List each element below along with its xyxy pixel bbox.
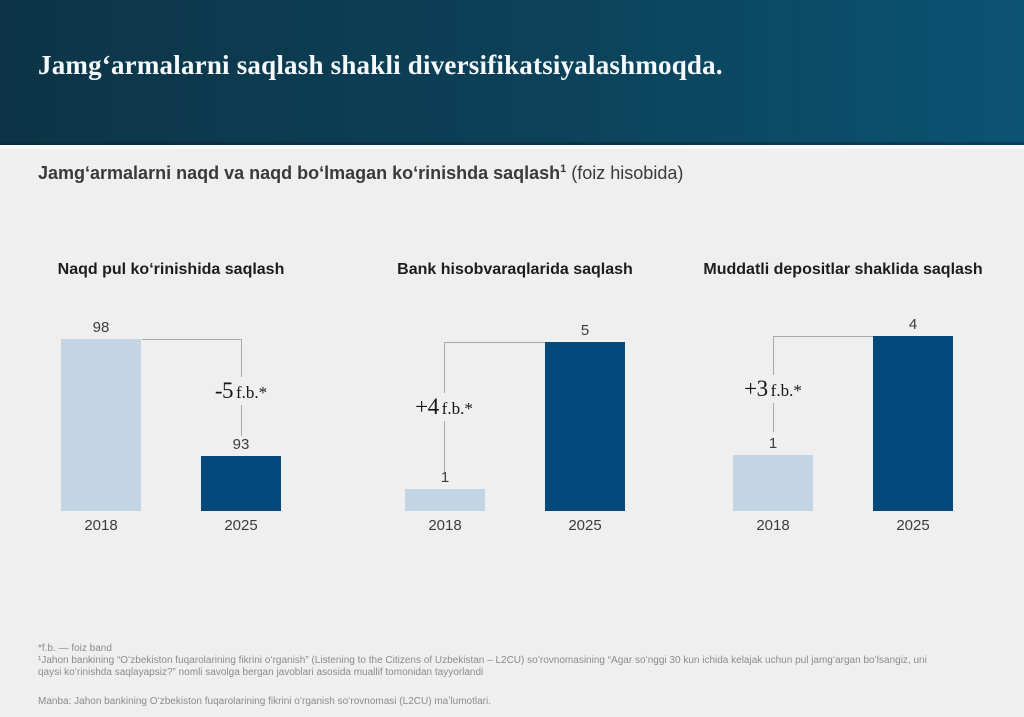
page-title: Jamgʻarmalarni saqlash shakli diversifikatsiyalashmoqda. [38,50,723,80]
footnote-manba-source: Manba: Jahon bankining Oʻzbekiston fuqarolarining fikrini oʻrganish soʻrovnomasi (L2CU) maʼlumotlari. [38,696,491,707]
connector-horizontal-line [444,342,545,343]
value-label-2018: 1 [440,469,450,486]
delta-value: -5 [214,378,233,403]
year-label-2025: 2025 [568,517,602,534]
subtitle-regular-text: (foiz hisobida) [566,163,684,183]
chart-title: Bank hisobvaraqlarida saqlash [397,261,633,278]
footnote-fb-definition: *f.b. — foiz band [38,643,112,654]
footnotes-block [38,643,938,708]
bar-2018 [405,489,485,511]
chart-muddatli-depositlar [693,255,993,550]
year-label-2018: 2018 [428,517,462,534]
value-label-2025: 93 [232,436,250,453]
connector-horizontal-line [142,339,242,340]
bar-2025 [545,342,625,511]
header-band [0,0,1024,145]
delta-label [209,377,273,405]
connector-horizontal-line [773,336,874,337]
chart-title: Naqd pul koʻrinishida saqlash [57,261,285,278]
delta-unit: f.b.* [770,381,802,400]
bar-2018 [733,455,813,511]
chart-title: Muddatli depositlar shaklida saqlash [703,261,983,278]
plot-area [21,255,321,511]
bar-2025 [873,336,953,511]
chart-subtitle [38,163,683,184]
year-label-2025: 2025 [896,517,930,534]
delta-label [738,375,808,403]
year-label-2018: 2018 [756,517,790,534]
delta-value: +3 [744,376,768,401]
plot-area [365,255,665,511]
delta-value: +4 [415,394,439,419]
delta-label [409,393,479,421]
year-label-2018: 2018 [84,517,118,534]
subtitle-bold-text: Jamgʻarmalarni naqd va naqd boʻlmagan koʻrinishda saqlash [38,163,561,183]
value-label-2018: 98 [92,319,110,336]
value-label-2025: 5 [580,322,590,339]
value-label-2025: 4 [908,316,918,333]
delta-unit: f.b.* [441,399,473,418]
header-separator [0,145,1024,149]
bar-2025 [201,456,281,511]
year-label-2025: 2025 [224,517,258,534]
plot-area [693,255,993,511]
value-label-2018: 1 [768,435,778,452]
delta-unit: f.b.* [236,383,268,402]
chart-naqd-pul [21,255,321,550]
subtitle-footnote-marker: 1 [560,163,567,175]
bar-2018 [61,339,141,511]
footnote-source-method: ¹Jahon bankining “Oʻzbekiston fuqarolarining fikrini oʻrganish” (Listening to the Citizens of Uzbekistan – L2CU) soʻrovnomasining “Agar soʻnggi 30 kun ichida kelajak uchun pul jamgʻargan boʻlsangiz, uni qaysi koʻrinishda saqlayapsiz?” nomli savolga bergan javoblari asosida muallif tomonidan tayyorlandi [38,655,927,678]
chart-bank-hisobvaraqlari [365,255,665,550]
